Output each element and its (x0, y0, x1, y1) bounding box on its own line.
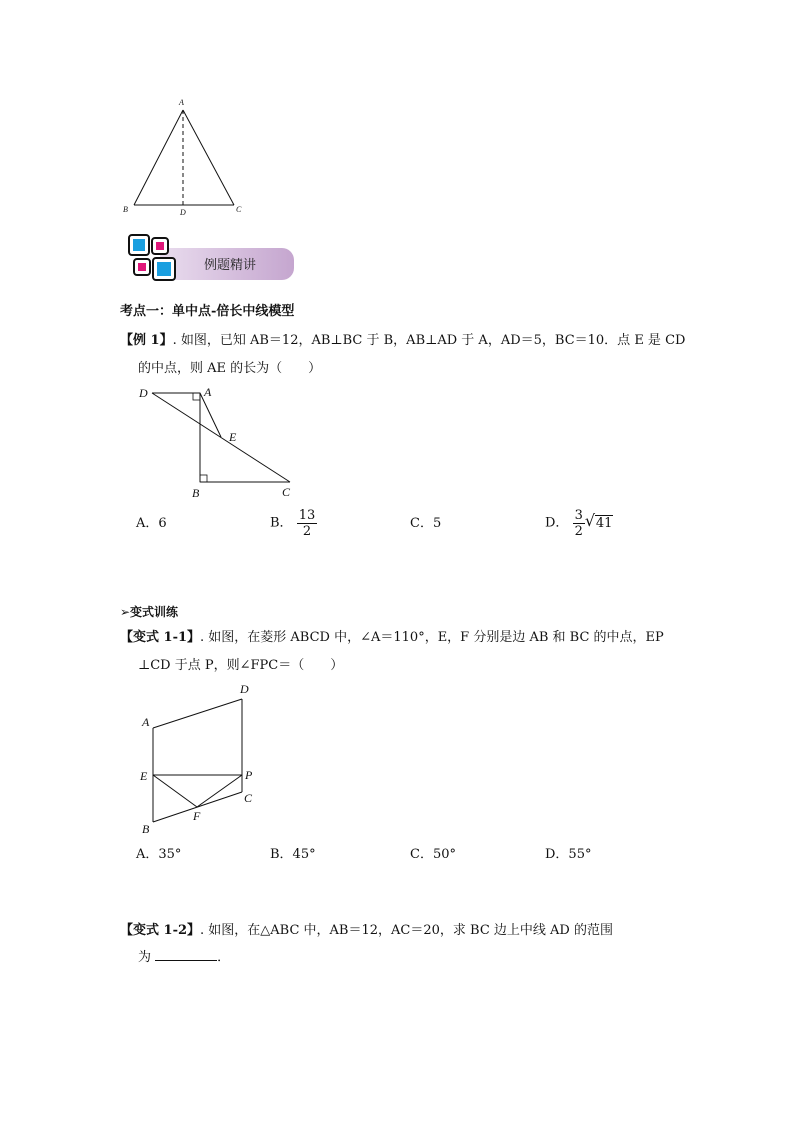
option-letter: A． (136, 516, 159, 531)
numerator: 13 (298, 508, 316, 523)
side-ac (183, 110, 234, 205)
segment-dc (152, 393, 290, 482)
squares-logo-icon (126, 232, 178, 284)
variant1-2-question-line2 (138, 948, 230, 968)
label-b: B (142, 822, 150, 836)
radical-icon: √ (584, 510, 596, 530)
side-ad (153, 699, 242, 728)
label-a: A (204, 385, 212, 399)
answer-suffix: ． (217, 950, 231, 965)
variant1-1-question-line1 (120, 628, 664, 648)
label-f: F (193, 809, 201, 823)
example1-option-b[interactable] (270, 508, 317, 539)
label-b: B (123, 205, 128, 214)
answer-prefix: 为 (138, 950, 152, 965)
side-ab (134, 110, 183, 205)
variant1-1-text-line1: . 如图，在菱形 ABCD 中，∠A＝110°，E，F 分别是边 AB 和 BC 的中点，EP (200, 630, 664, 645)
example1-figure (136, 384, 306, 504)
segment-fp (197, 775, 242, 807)
banner-label: 例题精讲 (204, 258, 257, 273)
segment-ef (153, 775, 197, 807)
variant1-2-text-line1: . 如图，在△ABC 中，AB＝12，AC＝20，求 BC 边上中线 AD 的范围 (200, 923, 613, 938)
example1-option-a[interactable] (136, 514, 167, 534)
triangle-figure-top (120, 95, 255, 220)
label-b: B (192, 486, 200, 500)
denominator: 2 (574, 524, 583, 539)
example1-text-line1: . 如图，已知 AB＝12，AB⊥BC 于 B，AB⊥AD 于 A，AD＝5，BC＝10．点 E 是 CD (172, 333, 686, 348)
section-title: 考点一：单中点-倍长中线模型 (120, 304, 295, 319)
answer-blank[interactable] (155, 948, 217, 961)
example-banner (126, 232, 296, 284)
variant1-2-tag: 【变式 1-2】 (120, 923, 201, 938)
variant1-1-option-c[interactable]: C．50° (410, 847, 456, 862)
label-c: C (282, 485, 291, 499)
label-d: D (180, 208, 186, 217)
option-letter: B． (270, 515, 293, 531)
variant1-2-question-line1 (120, 921, 613, 941)
label-d: D (240, 682, 249, 696)
label-e: E (140, 769, 148, 783)
example1-question-line1 (120, 331, 685, 351)
label-c: C (244, 791, 253, 805)
example1-option-d[interactable] (545, 508, 613, 539)
example1-tag: 【例 1】 (120, 333, 173, 348)
rhombus-figure (138, 682, 268, 838)
right-angle-b (200, 475, 207, 482)
label-e: E (229, 430, 237, 444)
square-root (584, 510, 614, 534)
radicand: 41 (595, 515, 613, 531)
variant1-1-tag: 【变式 1-1】 (120, 630, 201, 645)
example1-option-c[interactable] (410, 514, 441, 534)
option-value: 5 (432, 516, 442, 531)
label-p: P (245, 768, 253, 782)
variant1-1-question-line2: ⊥CD 于点 P，则∠FPC＝（ ） (138, 658, 344, 673)
variant1-1-option-a[interactable]: A．35° (136, 847, 182, 862)
option-letter: D． (545, 515, 569, 531)
label-a: A (179, 98, 184, 107)
fraction (573, 508, 585, 539)
fraction (297, 508, 318, 539)
example1-question-line2: 的中点，则 AE 的长为（ ） (138, 361, 322, 376)
variant1-1-option-b[interactable]: B．45° (270, 847, 316, 862)
label-c: C (236, 205, 242, 214)
label-d: D (139, 386, 148, 400)
variant1-1-option-d[interactable]: D．55° (545, 847, 592, 862)
right-angle-a (193, 393, 200, 400)
variant-heading: ➢变式训练 (120, 605, 179, 619)
numerator: 3 (574, 508, 583, 523)
denominator: 2 (302, 524, 312, 539)
option-letter: C． (410, 516, 433, 531)
option-value: 6 (158, 516, 167, 531)
label-a: A (142, 715, 150, 729)
